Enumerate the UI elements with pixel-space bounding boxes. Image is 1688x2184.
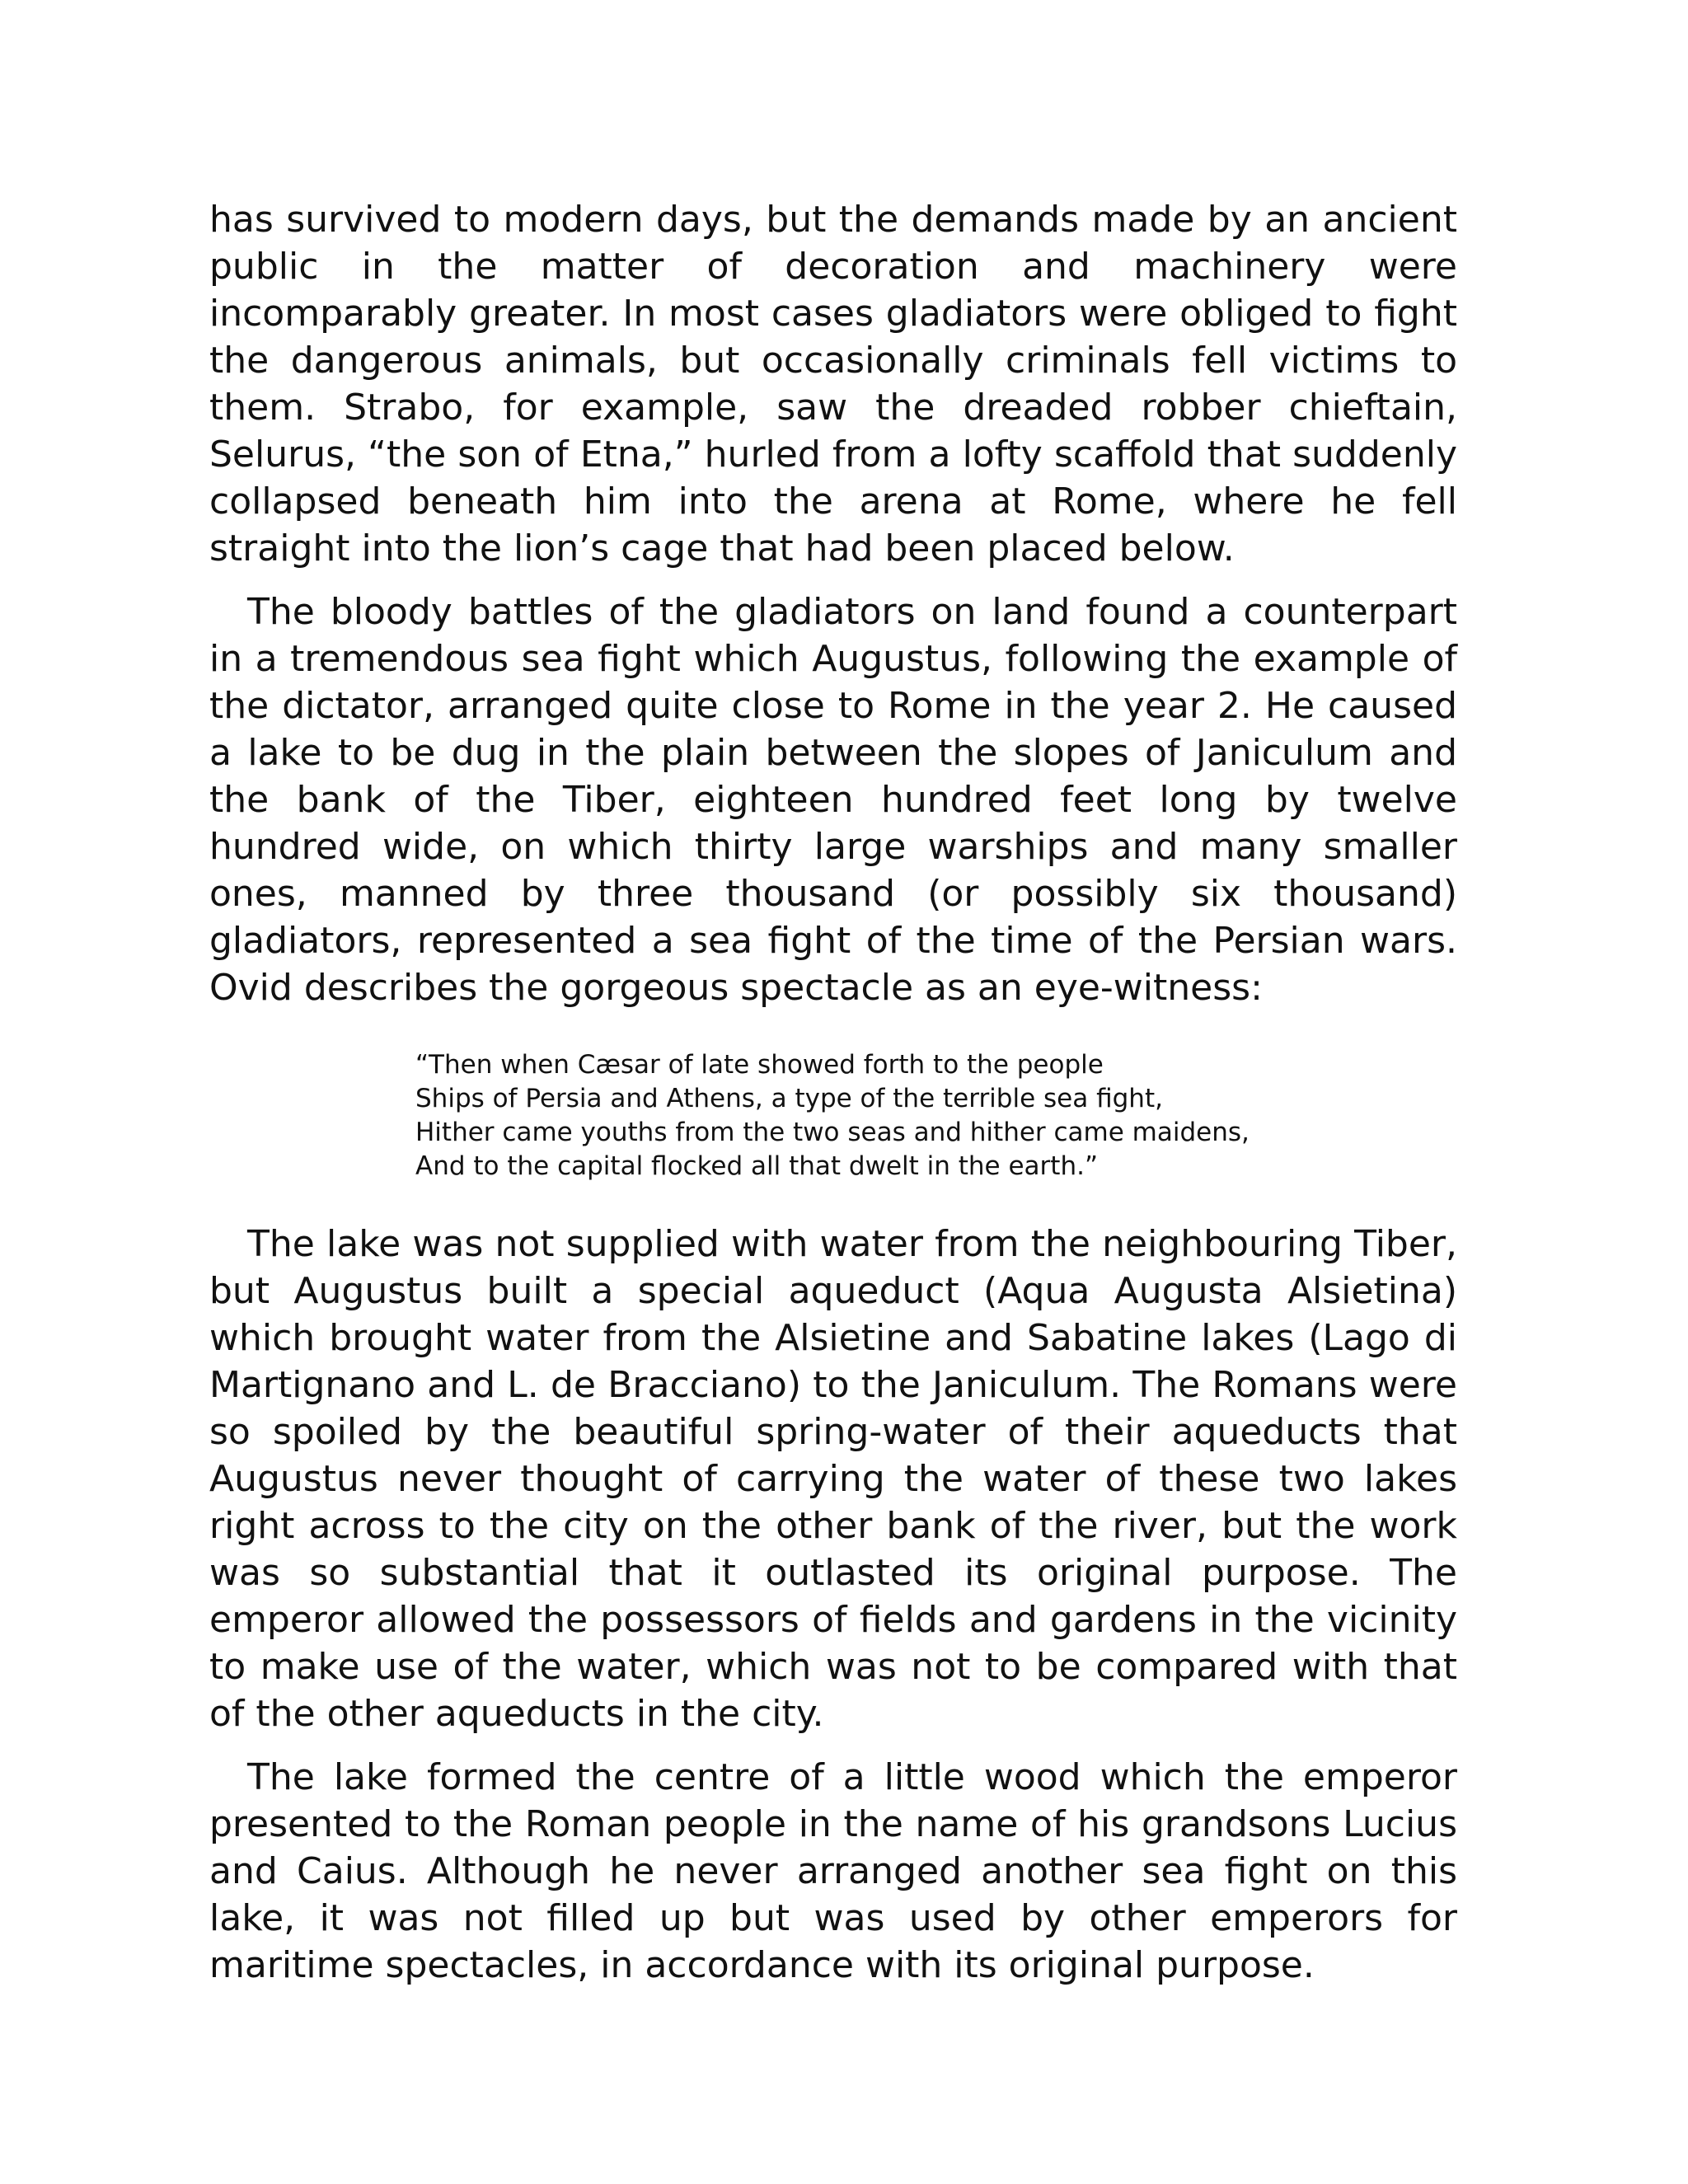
paragraph-aqueduct: The lake was not supplied with water from the neighbouring Tiber, but Augustus built a special aqueduct (Aqua Augusta Alsietina) which brought water from the Alsietine and Sabatine lakes (Lago di Martignano and L. de Bracciano) to the Janiculum. The Romans were so spoiled by the beautiful spring-water of their aqueducts that Augustus never thought of carrying the water of these two lakes right across to the city on the other bank of the river, but the work was so substantial that it outlasted its original purpose. The emperor allowed the possessors of fields and gardens in the vicinity to make use of the water, which was not to be compared with that of the other aqueducts in the city. bbox=[209, 1223, 1457, 1735]
paragraph-wood: The lake formed the centre of a little wood which the emperor presented to the Roman people in the name of his grandsons Lucius and Caius. Although he never arranged another sea fight on this lake, it was not filled up but was used by other emperors for maritime spectacles, in accordance with its original purpose. bbox=[209, 1756, 1457, 1986]
verse-quotation bbox=[415, 1048, 1457, 1183]
verse-line: “Then when Cæsar of late showed forth to the people bbox=[415, 1050, 1104, 1080]
paragraph-continued: has survived to modern days, but the demands made by an ancient public in the matter of decoration and machinery were incomparably greater. In most cases gladiators were obliged to fight the dangerous animals, but occasionally criminals fell victims to them. Strabo, for example, saw the dreaded robber chieftain, Selurus, “the son of Etna,” hurled from a lofty scaffold that suddenly collapsed beneath him into the arena at Rome, where he fell straight into the lion’s cage that had been placed below. bbox=[209, 199, 1457, 569]
verse-line: Hither came youths from the two seas and hither came maidens, bbox=[415, 1118, 1250, 1147]
verse-line: Ships of Persia and Athens, a type of the terrible sea fight, bbox=[415, 1084, 1163, 1113]
page-body bbox=[209, 196, 1457, 2005]
verse-line: And to the capital flocked all that dwelt in the earth.” bbox=[415, 1151, 1099, 1181]
paragraph-sea-fight: The bloody battles of the gladiators on land found a counterpart in a tremendous sea fight which Augustus, following the example of the dictator, arranged quite close to Rome in the year 2. He caused a lake to be dug in the plain between the slopes of Janiculum and the bank of the Tiber, eighteen hundred feet long by twelve hundred wide, on which thirty large warships and many smaller ones, manned by three thousand (or possibly six thousand) gladiators, represented a sea fight of the time of the Persian wars. Ovid describes the gorgeous spectacle as an eye-witness: bbox=[209, 591, 1457, 1009]
